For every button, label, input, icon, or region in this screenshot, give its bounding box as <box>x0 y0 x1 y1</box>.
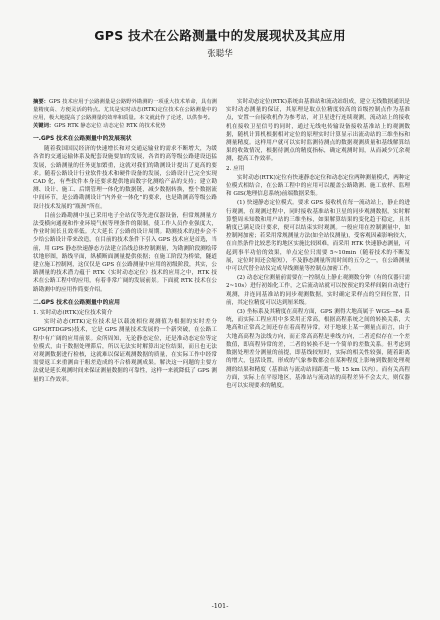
subsection-heading: 1. 实时动态(RTK)定位技术简介 <box>33 310 113 317</box>
section-heading-2: 二.GPS 技术在公路测量中的应用 <box>33 299 120 306</box>
right-column <box>226 98 410 391</box>
paragraph: 目前公路勘测中虽已采用电子全站仪等先进仪器设备，但常规测量方法受横向通视和作业环境气候等理条件的限制，使工作人员作业强度大，作业时间长且效率低。大大延长了公路的设计周期。勘测技术的进步会不少给公路设计带来改造，在目前的技术条件下引入 GPS 技术应是首选，当前，用 GPS 静态快速静态方法建立沿线总体控制测量，为勘测阶段测绘带状地形图，路线平面，纵横断面测量提供依据；在施工阶段为桥梁，隧道建立施工控制网，这仅仅是 GPS 在公路测量中应用的初级阶段，其实，公路测量的技术潜力蕴于 RTK（实时动态定位）技术的应用之中，RTK 技术在公路工程中的应用，有着非常广阔的发展前景。下面就 RTK 技术在公路勘测中的应用作简要介绍。 <box>33 212 217 293</box>
section-heading-1: 一.GPS 技术在公路测量中的发展现状 <box>33 136 132 142</box>
left-column <box>33 98 217 385</box>
paragraph: (2) 动态定位测量前需要在一控制点上静止观测数分钟（有的仪器只需 2~10s）进行初始化工作，之后流动站就可以按预定的采样间隔自动进行观测，并连同基准站的同步观测数据，实时确定采样点的空间位置，目前，其定位精度可以达到厘米级。 <box>226 275 410 306</box>
abstract-text: GPS 技术应用于公路测量是公路野外勘测的一项重大技术革命，具有测量精度高、方便灵活的特点。尤其是实时动态(RTK)定位技术在公路测量中的应用，极大地提高了公路测量的效率和质量。本文就此作了论述，以供参考。 <box>33 99 217 121</box>
author-name: 张聪华 <box>207 49 233 59</box>
paragraph: 实时动态(RTK)定位技术是以载波相位观测值为根据的实时差分 GPS(RTDGPS)技术，它是 GPS 测量技术发展的一个新突破，在公路工程中有广阔的应用前景。众所周知，无论静态定位，还是准动态定位等定位模式，由于数据处理滞后，所以无法实时解算出定位结果，而且也无法对观测数据进行检核，这就难以保证观测数据的质量，在实际工作中经常需要返工来重测由于粗差造成的不合格观测成果。解决这一问题的主要方法就是延长观测时间来保证测量数据的可靠性，这样一来就降低了 GPS 测量的工作效率。 <box>33 319 217 383</box>
paragraph: 实时动态定位(RTK)系统由基准站和流动站组成，建立无线数据通讯是实时动态测量的保证，其原理是取点位精度较高的首级控制点作为基准点，安置一台接收机作为参考站，对卫星进行连续观测，流动站上的接收机在接收卫星信号的同时，通过无线电传输设备接收基准站上的观测数据，随机计算机根据相对定位的原理实时计算显示出流动站的三维坐标和测量精度。这样用户就可以实时监测待测点的数据观测质量和基线解算结果的收敛情况，根据待测点的精度指标，确定观测时间，从而减少冗余观测，提高工作效率。 <box>226 99 411 163</box>
paragraph: (3) 坐标系及其精度在高程方面，GPS 测得大地高属于 WGS—84 系统，而实际工程应用中多采用正常高，根据高程系统之间的转换关系，大地高和正常高之间还存在着高程异常。对于地球上某一测量点而言，由于大地高高程为法线方向，而正常高高程是垂线方向，二者近似存在一个差数值，即高程异常的差，二者的转换不是一个简单的差数关系。但考虑到数据处理差分测量的前提，即基线较短时，实际的相关性较强，随着距离的增大，包括设置，形成的气象参数都会在某种程度上影响到数据处理观测的结果和精度（基准站与流动站间距离一般 15 km 以内）。而有关高程方面，实际上在平原地区，基准站与流动站的高程差异不会太大，则仪器也可以实现要求的精度。 <box>226 309 410 389</box>
keywords-text: GPS RTK 静态定位 动态定位 RTK 的技术优势 <box>54 123 166 129</box>
subsection-heading: 2. 应用 <box>226 165 245 172</box>
abstract-label: 摘要： <box>33 99 50 105</box>
paragraph: 随着我国国民经济的快速增长和对交通运输业的需求不断增大，为缓各省的交通运输体系及配套设施要加的发展，各省的高等级公路建设迅猛发展，公路测量的任务更加繁重，这就对我们的勘测设计提出了更高的要求。随着公路设计行业软件技术和硬件设备的发展，公路设计已完全实现 CAD 化，有些软件本身还要求提供地面数字化测绘产品的支持；建立勘测、设计、施工、后期管理一体化的数据链，减少数据转换，整个数据流中间环节，是公路勘测设计“内外业一体化”的要求，也是勘测高等级公路设计技术发展的“瓶颈”所在。 <box>33 146 217 210</box>
abstract <box>33 98 217 130</box>
paragraph: 实时动态(RTK)定位有快速静态定位和动态定位两种测量模式，两种定位模式相结合，在公路工程中的应用可以覆盖公路勘测、施工放样、监理和 GIS(地理信息系统)前端数据采集。 <box>226 174 411 198</box>
paper-title: GPS 技术在公路测量中的发展现状及其应用 <box>94 28 346 43</box>
paragraph: (1) 快速静态定位模式。要求 GPS 接收机在每一流动站上，静止的进行观测，在观测过程中，同时接收基准站和卫星的同步观测数据，实时解算整周未知数和用户站的三维坐标，如果解算结果的变化趋于稳定，且其精度已满足设计要求，便可以结束实时观测。一般应用在控制测量中，如控制网加密；若采用常规测量方法(如全站仪测量)，受客观因素影响较大，在自然条件比较恶劣的地区实施比较困难，而采用 RTK 快速静态测量，可起到事半功倍的效果，单点定位只需要 5~10min（随着技术的不断发展，定位时间还会缩短），不及静态测量所需时间的五分之一，在公路测量中可以代替全站仪完成导线测量等控制点加密工作。 <box>226 200 410 273</box>
page-number: -101- <box>211 602 229 610</box>
keywords-label: 关键词： <box>33 123 55 129</box>
